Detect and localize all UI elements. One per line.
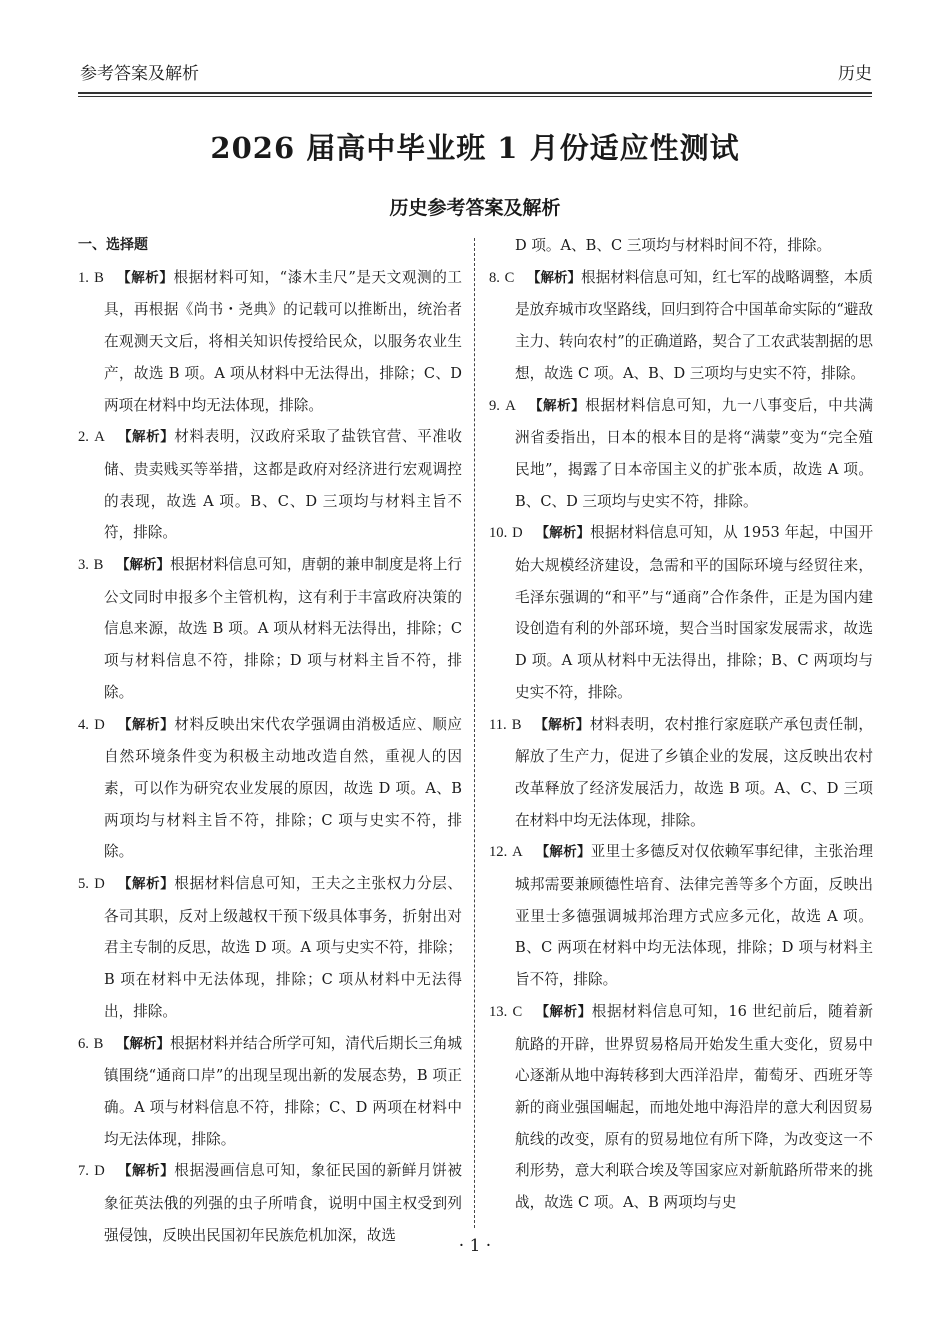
analysis-text: 根据材料信息可知，九一八事变后，中共满洲省委指出，日本的根本目的是将“满蒙”变为“完全殖民地”，揭露了日本帝国主义的扩张本质，故选 A 项。B、C、D 三项均与史实不符，排除。 (515, 396, 874, 510)
answer-entry (78, 262, 462, 422)
answer-entry (489, 996, 873, 1219)
question-number: 12. (489, 844, 508, 861)
answer-letter: C (504, 269, 515, 286)
header-rule-thin (78, 96, 872, 97)
question-number: 7. (78, 1163, 89, 1180)
analysis-text: 材料反映出宋代农学强调由消极适应、顺应自然环境条件变为积极主动地改造自然，重视人的因素，可以作为研究农业发展的原因，故选 D 项。A、B 两项均与材料主旨不符，排除；C 项与史实不符，排除。 (104, 715, 463, 861)
question-number: 1. (78, 269, 89, 286)
analysis-tag: 【解析】 (535, 844, 591, 861)
question-number: 2. (78, 429, 89, 446)
header-subject: 历史 (838, 64, 872, 84)
answer-letter: A (94, 429, 105, 446)
analysis-text: 根据材料信息可知，红七军的战略调整，本质是放弃城市攻坚路线，回归到符合中国革命实际的“避敌主力、转向农村”的正确道路，契合了工农武装割据的思想，故选 C 项。A、B、D 三项均与史实不符，排除。 (515, 268, 874, 382)
analysis-tag: 【解析】 (528, 397, 586, 414)
answer-entry (489, 390, 873, 518)
analysis-text: 根据材料可知，“漆木圭尺”是天文观测的工具，再根据《尚书・尧典》的记载可以推断出，统治者在观测天文后，将相关知识传授给民众，以服务农业生产，故选 B 项。A 项从材料中无法得出，排除；C、D 两项在材料中均无法体现，排除。 (104, 268, 462, 414)
answer-entry (489, 517, 873, 708)
right-column (489, 230, 873, 1235)
analysis-tag: 【解析】 (117, 876, 175, 893)
analysis-tag: 【解析】 (117, 429, 175, 446)
question-number: 9. (489, 397, 500, 414)
answer-entry (78, 709, 462, 869)
answer-entry (489, 836, 873, 996)
answer-entry (489, 709, 873, 837)
analysis-text: 材料表明，农村推行家庭联产承包责任制，解放了生产力，促进了乡镇企业的发展，这反映出农村改革释放了经济发展活力，故选 B 项。A、C、D 三项在材料中均无法体现，排除。 (515, 715, 874, 829)
header-rule-thick (78, 92, 872, 94)
analysis-text: 根据材料信息可知，唐朝的兼申制度是将上行公文同时申报多个主管机构，这有利于丰富政府决策的信息来源，故选 B 项。A 项从材料无法得出，排除；C 项与材料信息不符，排除；D 项与材料主旨不符，排除。 (104, 556, 463, 701)
page-title: 2026 届高中毕业班 1 月份适应性测试 (210, 131, 740, 165)
analysis-tag: 【解析】 (116, 1035, 171, 1052)
answer-entry (78, 1028, 462, 1156)
analysis-text: 材料表明，汉政府采取了盐铁官营、平准收储、贵卖贱买等举措，这都是政府对经济进行宏观调控的表现，故选 A 项。B、C、D 三项均与材料主旨不符，排除。 (104, 428, 463, 542)
question-number: 11. (489, 716, 507, 733)
analysis-text: 根据材料信息可知，王夫之主张权力分层、各司其职，反对上级越权干预下级具体事务，折射出对君主专制的反思，故选 D 项。A 项与史实不符，排除；B 项在材料中无法体现，排除；C 项从材料中无法得出，排除。 (104, 875, 463, 1020)
answer-entry (489, 262, 873, 390)
analysis-tag: 【解析】 (116, 557, 171, 574)
answer-entry (78, 421, 462, 549)
analysis-tag: 【解析】 (117, 716, 175, 733)
section-title: 一、选择题 (78, 237, 148, 253)
question-number: 4. (78, 716, 89, 733)
analysis-text: 根据材料信息可知，从 1953 年起，中国开始大规模经济建设，急需和平的国际环境与经贸往来，毛泽东强调的“和平”与“通商”合作条件，正是为国内建设创造有利的外部环境，契合当时国家发展需求，故选 D 项。A 项从材料中无法得出，排除；B、C 两项均与史实不符，排除。 (515, 524, 874, 701)
page-header (80, 62, 872, 86)
question-number: 5. (78, 876, 89, 893)
answer-letter: A (512, 844, 523, 861)
answer-letter: A (505, 397, 516, 414)
analysis-tag: 【解析】 (527, 269, 582, 286)
question-number: 13. (489, 1003, 508, 1020)
header-doc-type: 参考答案及解析 (80, 64, 199, 84)
question-number: 10. (489, 525, 508, 542)
page-subtitle: 历史参考答案及解析 (389, 197, 561, 219)
answer-entry (78, 549, 462, 709)
answer-letter: D (94, 876, 105, 893)
analysis-text: 亚里士多德反对仅依赖军事纪律，主张治理城邦需要兼顾德性培育、法律完善等多个方面，反映出亚里士多德强调城邦治理方式应多元化，故选 A 项。B、C 两项在材料中均无法体现，排除；D 项与材料主旨不符，排除。 (515, 843, 874, 989)
answer-letter: B (511, 716, 522, 733)
question-number: 3. (78, 557, 89, 574)
answer-entry-7-continuation: D 项。A、B、C 三项均与材料时间不符，排除。 (515, 237, 832, 254)
analysis-tag: 【解析】 (535, 525, 591, 542)
analysis-tag: 【解析】 (534, 716, 590, 733)
page-number: · 1 · (458, 1236, 492, 1256)
analysis-text: 根据材料并结合所学可知，清代后期长三角城镇围绕“通商口岸”的出现呈现出新的发展态势，B 项正确。A 项与材料信息不符，排除；C、D 两项在材料中均无法体现，排除。 (104, 1034, 463, 1148)
question-number: 8. (489, 269, 500, 286)
answer-letter: B (93, 1035, 104, 1052)
answer-letter: D (512, 525, 523, 542)
answer-letter: B (94, 269, 104, 286)
question-number: 6. (78, 1035, 89, 1052)
analysis-tag: 【解析】 (117, 1163, 175, 1180)
answer-letter: B (93, 557, 104, 574)
analysis-text: 根据材料信息可知，16 世纪前后，随着新航路的开辟，世界贸易格局开始发生重大变化，贸易中心逐渐从地中海转移到大西洋沿岸，葡萄牙、西班牙等新的商业强国崛起，而地处地中海沿岸的意大利因贸易航线的改变，原有的贸易地位有所下降，为改变这一不利形势，意大利联合埃及等国家应对新航路所带来的挑战，故选 C 项。A、B 两项均与史 (515, 1002, 874, 1212)
answer-letter: D (94, 1163, 105, 1180)
column-divider (474, 238, 475, 1228)
analysis-tag: 【解析】 (117, 269, 174, 286)
left-column (78, 230, 463, 1244)
answer-letter: C (512, 1003, 523, 1020)
analysis-text: 根据漫画信息可知，象征民国的新鲜月饼被象征英法俄的列强的虫子所啃食，说明中国主权受到列强侵蚀，反映出民国初年民族危机加深，故选 (104, 1162, 463, 1244)
answer-entry (78, 868, 462, 1028)
answer-letter: D (94, 716, 105, 733)
analysis-tag: 【解析】 (535, 1003, 592, 1020)
